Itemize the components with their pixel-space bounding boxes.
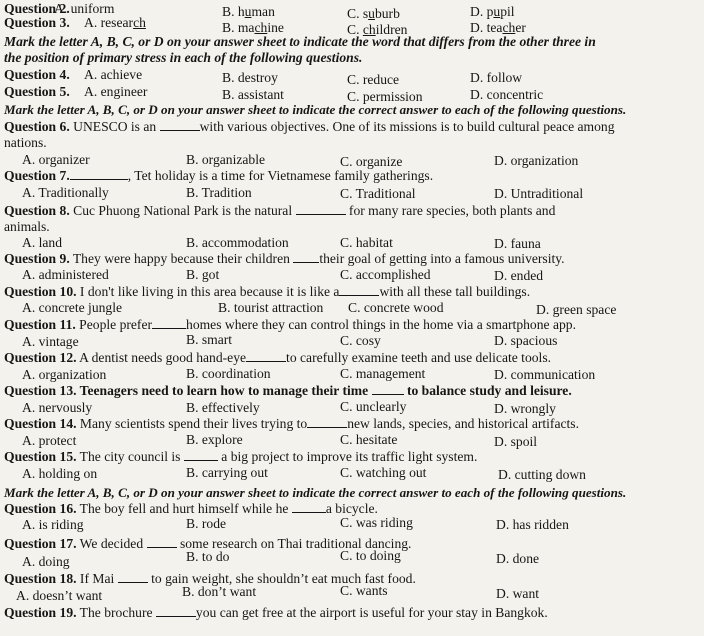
option-b: B. smart <box>186 332 233 347</box>
option-c: C. wants <box>340 583 388 598</box>
question-3: Question 3. <box>4 15 70 30</box>
option-b: B. rode <box>186 516 227 531</box>
question-11: Question 11. People prefer homes where they can control things in the home via a smartphone app. <box>4 317 576 332</box>
question-8-continuation: animals. <box>4 219 50 234</box>
option-a: A. achieve <box>84 67 143 82</box>
option-c: C. Traditional <box>340 186 416 201</box>
option-b: B. organizable <box>186 152 266 167</box>
option-a: A. doesn’t want <box>16 588 103 603</box>
question-4: Question 4. <box>4 67 70 82</box>
question-9: Question 9. They were happy because their children their goal of getting into a famous university. <box>4 251 565 266</box>
question-16: Question 16. The boy fell and hurt himself while he a bicycle. <box>4 501 378 516</box>
question-2: Question 2. <box>4 1 70 16</box>
option-d: D. Untraditional <box>494 186 584 201</box>
option-c: C. watching out <box>340 465 427 480</box>
question-7: Question 7. , Tet holiday is a time for Vietnamese family gatherings. <box>4 168 434 183</box>
option-c: C. management <box>340 366 426 381</box>
option-d: D. organization <box>494 153 579 168</box>
option-a: A. doing <box>22 554 70 569</box>
instruction-correct-answer: Mark the letter A, B, C, or D on your answer sheet to indicate the correct answer to each of the following questions. <box>4 102 627 117</box>
option-d: D. wrongly <box>494 401 556 416</box>
option-a: A. concrete jungle <box>22 300 123 315</box>
option-d: D. communication <box>494 367 596 382</box>
option-b: B. explore <box>186 432 243 447</box>
option-a: A. uniform <box>54 1 115 16</box>
option-b: B. carrying out <box>186 465 268 480</box>
question-8: Question 8. Cuc Phuong National Park is the natural for many rare species, both plants and <box>4 203 556 218</box>
question-6-continuation: nations. <box>4 135 47 150</box>
option-a: A. engineer <box>84 84 148 99</box>
option-b: B. to do <box>186 549 230 564</box>
option-a: A. organization <box>22 367 107 382</box>
question-19: Question 19. The brochure you can get free at the airport is useful for your stay in Bangkok. <box>4 605 548 620</box>
instruction-stress-line2: the position of primary stress in each of the following questions. <box>4 50 363 65</box>
option-c: C. cosy <box>340 333 381 348</box>
option-c: C. accomplished <box>340 267 431 282</box>
option-b: B. tourist attraction <box>218 300 324 315</box>
instruction-stress-line1: Mark the letter A, B, C, or D on your answer sheet to indicate the word that differs from the other three in <box>4 34 596 49</box>
option-d: D. green space <box>536 302 617 317</box>
option-b: B. destroy <box>222 70 278 85</box>
option-c: C. children <box>347 22 408 37</box>
option-a: A. research <box>84 15 146 30</box>
option-a: A. organizer <box>22 152 90 167</box>
question-6: Question 6. UNESCO is an with various objectives. One of its missions is to build cultural peace among <box>4 119 615 134</box>
option-c: C. permission <box>347 89 423 104</box>
option-d: D. cutting down <box>498 467 586 482</box>
option-c: C. organize <box>340 154 403 169</box>
option-d: D. spoil <box>494 434 538 449</box>
option-a: A. vintage <box>22 334 79 349</box>
question-17: Question 17. We decided some research on Thai traditional dancing. <box>4 536 412 551</box>
option-d: D. pupil <box>470 4 515 19</box>
question-18: Question 18. If Mai to gain weight, she shouldn’t eat much fast food. <box>4 571 416 586</box>
option-c: C. hesitate <box>340 432 398 447</box>
question-15: Question 15. The city council is a big project to improve its traffic light system. <box>4 449 478 464</box>
instruction-correct-answer-2: Mark the letter A, B, C, or D on your answer sheet to indicate the correct answer to each of the following questions. <box>4 485 627 500</box>
option-b: B. effectively <box>186 400 260 415</box>
option-d: D. fauna <box>494 236 541 251</box>
option-a: A. land <box>22 235 63 250</box>
question-10: Question 10. I don't like living in this area because it is like a with all these tall buildings. <box>4 284 531 299</box>
question-5: Question 5. <box>4 84 70 99</box>
option-b: B. Tradition <box>186 185 252 200</box>
option-c: C. to doing <box>340 548 401 563</box>
option-c: C. was riding <box>340 515 413 530</box>
option-c: C. habitat <box>340 235 393 250</box>
question-14: Question 14. Many scientists spend their lives trying to new lands, species, and historical artifacts. <box>4 416 579 431</box>
option-d: D. done <box>496 551 540 566</box>
option-d: D. follow <box>470 70 523 85</box>
option-b: B. got <box>186 267 220 282</box>
option-d: D. teacher <box>470 20 526 35</box>
question-13: Question 13. Teenagers need to learn how to manage their time to balance study and leisure. <box>4 383 572 398</box>
option-b: B. machine <box>222 20 284 35</box>
option-d: D. want <box>496 586 540 601</box>
option-c: C. suburb <box>347 6 400 21</box>
option-a: A. is riding <box>22 517 84 532</box>
option-c: C. reduce <box>347 72 400 87</box>
option-d: D. spacious <box>494 333 558 348</box>
question-12: Question 12. A dentist needs good hand-eye to carefully examine teeth and use delicate tools. <box>4 350 552 365</box>
option-d: D. ended <box>494 268 544 283</box>
option-b: B. accommodation <box>186 235 289 250</box>
option-c: C. unclearly <box>340 399 407 414</box>
option-a: A. administered <box>22 267 109 282</box>
option-d: D. concentric <box>470 87 544 102</box>
option-d: D. has ridden <box>496 517 569 532</box>
option-b: B. don’t want <box>182 584 257 599</box>
option-c: C. concrete wood <box>348 300 444 315</box>
option-b: B. assistant <box>222 87 284 102</box>
option-a: A. nervously <box>22 400 93 415</box>
option-b: B. human <box>222 4 275 19</box>
option-a: A. protect <box>22 433 77 448</box>
option-a: A. Traditionally <box>22 185 109 200</box>
option-a: A. holding on <box>22 466 98 481</box>
option-b: B. coordination <box>186 366 271 381</box>
